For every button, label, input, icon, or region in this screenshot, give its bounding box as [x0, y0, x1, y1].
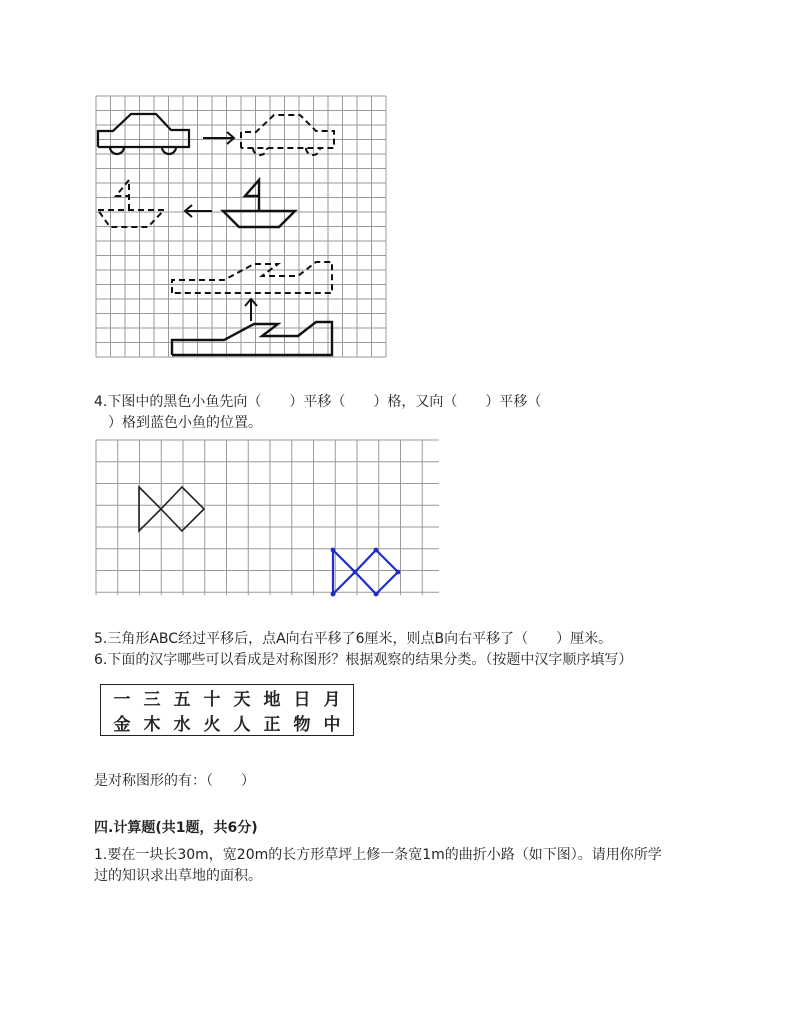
question-4-line1: 4.下图中的黑色小鱼先向（ ）平移（ ）格，又向（ ）平移（: [94, 394, 542, 410]
section-4-question-1-line1: 1.要在一块长30m，宽20m的长方形草坪上修一条宽1m的曲折小路（如下图）。请用你所学: [94, 847, 662, 863]
fish-grid-figure: [96, 440, 440, 596]
section-4-question-1-line2: 过的知识求出草地的面积。: [94, 868, 262, 884]
grid-lines: [96, 440, 439, 595]
character-cell: 地: [263, 690, 281, 710]
character-cell: 三: [143, 690, 161, 710]
chinese-characters-table: [100, 684, 354, 736]
character-cell: 中: [323, 715, 341, 735]
characters-row-1: [101, 685, 354, 711]
blue-fish-shape: [331, 548, 401, 597]
character-cell: 水: [173, 715, 191, 735]
stair-dashed-shape: [172, 262, 332, 293]
question-6: 6.下面的汉字哪些可以看成是对称图形？根据观察的结果分类。（按题中汉字顺序填写）: [94, 652, 633, 668]
question-6-answer-prompt: 是对称图形的有：（ ）: [94, 773, 255, 789]
car-dashed-shape: [241, 115, 334, 155]
characters-row-2: [101, 710, 354, 736]
character-cell: 木: [143, 715, 161, 735]
character-cell: 一: [113, 690, 131, 710]
character-cell: 火: [203, 715, 221, 735]
black-fish-shape: [139, 487, 204, 531]
car-solid-shape: [98, 114, 189, 154]
section-4-title: 四.计算题(共1题，共6分): [94, 820, 258, 836]
stair-solid-shape: [172, 322, 332, 355]
question-5: 5.三角形ABC经过平移后，点A向右平移了6厘米，则点B向右平移了（ ）厘米。: [94, 631, 613, 647]
character-cell: 人: [233, 715, 251, 735]
translation-grid-figure: [96, 96, 388, 358]
arrow-right-icon: [203, 132, 234, 144]
character-cell: 十: [203, 690, 221, 710]
question-4-line2: ）格到蓝色小鱼的位置。: [94, 415, 262, 431]
character-cell: 月: [323, 690, 341, 710]
character-cell: 天: [233, 690, 251, 710]
character-cell: 物: [293, 715, 311, 735]
character-cell: 金: [113, 715, 131, 735]
arrow-left-icon: [185, 205, 212, 217]
character-cell: 日: [293, 690, 311, 710]
character-cell: 五: [173, 690, 191, 710]
character-cell: 正: [263, 715, 281, 735]
